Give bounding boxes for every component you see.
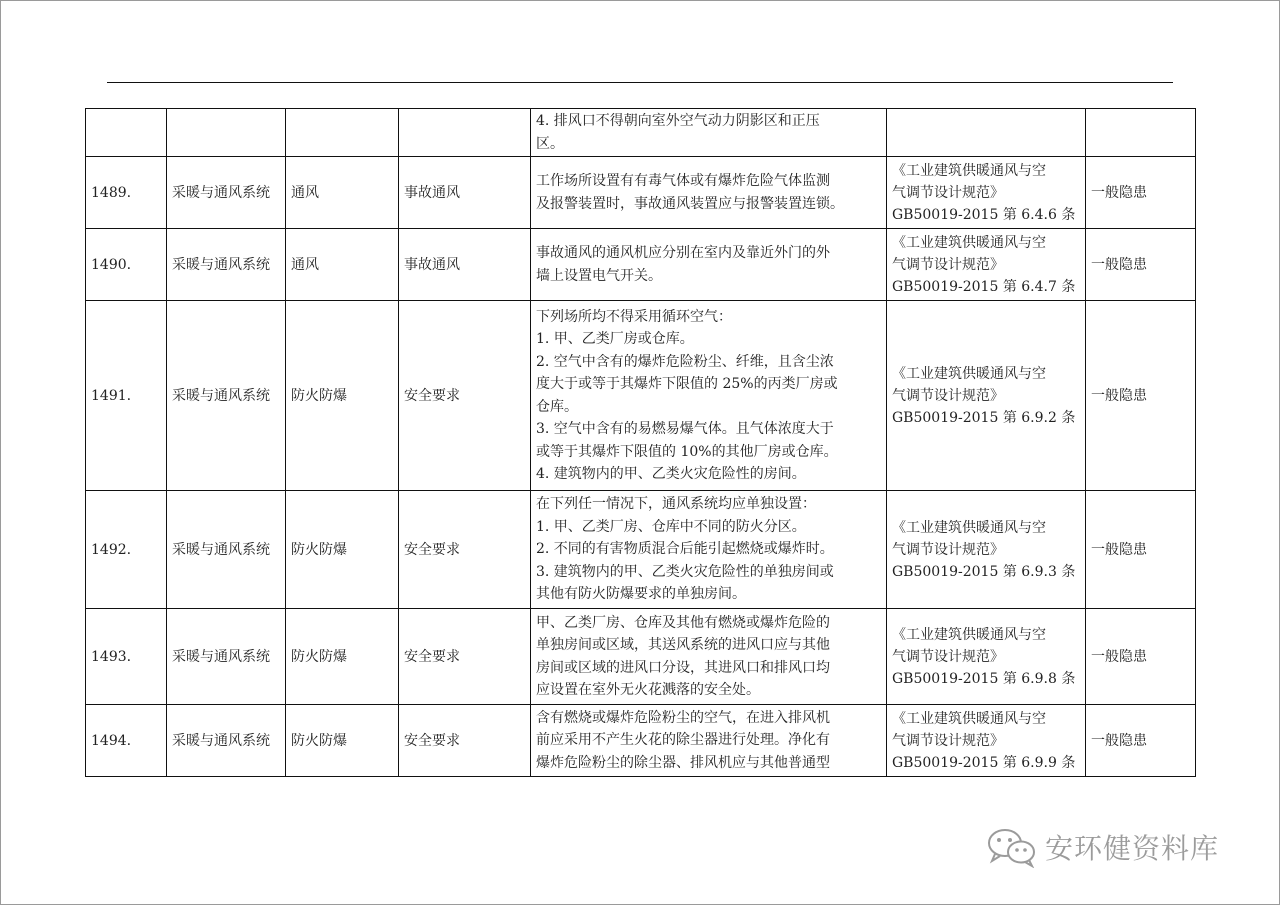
table-row [86,705,1196,777]
cell-level: 一般隐患 [1086,491,1196,609]
cell-item: 防火防爆 [286,301,399,491]
basis-line: 《工业建筑供暖通风与空 [892,365,1046,382]
table-body [86,109,1196,777]
cell-level: 一般隐患 [1086,301,1196,491]
requirement-line: 在下列任一情况下，通风系统均应单独设置： [536,496,816,513]
basis-line: GB50019-2015 第 6.9.9 条 [892,754,1076,771]
requirement-line: 1. 甲、乙类厂房或仓库。 [536,331,694,347]
requirement-line: 2. 空气中含有的爆炸危险粉尘、纤维，且含尘浓 [536,353,834,370]
cell-level: 一般隐患 [1086,705,1196,777]
cell-no: 1491. [86,301,167,491]
cell-requirement [531,109,887,157]
basis-line: GB50019-2015 第 6.4.7 条 [892,278,1076,295]
cell-category [167,109,286,157]
requirement-line: 前应采用不产生火花的除尘器进行处理。净化有 [536,732,830,749]
cell-basis [887,157,1086,229]
watermark [985,826,1219,868]
cell-item: 防火防爆 [286,609,399,705]
table-row [86,229,1196,301]
requirement-line: 1. 甲、乙类厂房、仓库中不同的防火分区。 [536,518,806,535]
requirement-line: 4. 排风口不得朝向室外空气动力阴影区和正压 [536,113,820,129]
cell-requirement [531,609,887,705]
requirement-line: 应设置在室外无火花溅落的安全处。 [536,682,760,698]
cell-subitem: 安全要求 [399,301,531,491]
table-row [86,157,1196,229]
cell-no: 1489. [86,157,167,229]
basis-line: 《工业建筑供暖通风与空 [892,626,1046,643]
cell-requirement [531,705,887,777]
basis-line: 《工业建筑供暖通风与空 [892,710,1046,727]
table-row [86,491,1196,609]
requirement-line: 区。 [536,135,564,152]
cell-no: 1493. [86,609,167,705]
requirement-line: 3. 空气中含有的易燃易爆气体。且气体浓度大于 [536,421,834,437]
header-rule [107,82,1173,83]
requirement-line: 仓库。 [536,398,578,415]
cell-category: 采暖与通风系统 [167,301,286,491]
cell-basis [887,301,1086,491]
basis-line: GB50019-2015 第 6.9.8 条 [892,670,1076,687]
basis-line: 气调节设计规范》 [892,184,1004,201]
cell-item: 通风 [286,229,399,301]
cell-subitem [399,109,531,157]
requirement-line: 其他有防火防爆要求的单独房间。 [536,586,746,603]
cell-basis [887,491,1086,609]
cell-level: 一般隐患 [1086,229,1196,301]
watermark-text: 安环健资料库 [1045,832,1220,865]
basis-line: 气调节设计规范》 [892,732,1004,749]
cell-requirement [531,301,887,491]
basis-line: GB50019-2015 第 6.4.6 条 [892,206,1076,223]
cell-subitem: 事故通风 [399,157,531,229]
basis-line: 气调节设计规范》 [892,256,1004,273]
requirement-line: 下列场所均不得采用循环空气： [536,308,732,325]
cell-category: 采暖与通风系统 [167,609,286,705]
cell-level: 一般隐患 [1086,157,1196,229]
wechat-icon [985,826,1039,868]
cell-subitem: 事故通风 [399,229,531,301]
cell-level [1086,109,1196,157]
requirement-line: 含有燃烧或爆炸危险粉尘的空气，在进入排风机 [536,709,830,726]
requirement-line: 事故通风的通风机应分别在室内及靠近外门的外 [536,245,830,261]
requirement-line: 爆炸危险粉尘的除尘器、排风机应与其他普通型 [536,754,830,771]
requirement-line: 2. 不同的有害物质混合后能引起燃烧或爆炸时。 [536,541,834,558]
cell-category: 采暖与通风系统 [167,491,286,609]
cell-item: 防火防爆 [286,491,399,609]
requirement-line: 度大于或等于其爆炸下限值的 25%的丙类厂房或 [536,376,838,392]
requirement-line: 甲、乙类厂房、仓库及其他有燃烧或爆炸危险的 [536,614,830,631]
cell-basis [887,229,1086,301]
cell-subitem: 安全要求 [399,705,531,777]
cell-level: 一般隐患 [1086,609,1196,705]
cell-basis [887,705,1086,777]
cell-category: 采暖与通风系统 [167,229,286,301]
basis-line: GB50019-2015 第 6.9.3 条 [892,563,1076,580]
cell-item: 通风 [286,157,399,229]
cell-no [86,109,167,157]
table-row [86,301,1196,491]
requirement-line: 或等于其爆炸下限值的 10%的其他厂房或仓库。 [536,443,838,460]
cell-item [286,109,399,157]
basis-line: GB50019-2015 第 6.9.2 条 [892,409,1076,426]
cell-no: 1490. [86,229,167,301]
requirement-line: 单独房间或区域，其送风系统的进风口应与其他 [536,637,830,653]
cell-requirement [531,491,887,609]
table-row [86,109,1196,157]
cell-no: 1492. [86,491,167,609]
cell-subitem: 安全要求 [399,491,531,609]
basis-line: 《工业建筑供暖通风与空 [892,234,1046,251]
basis-line: 《工业建筑供暖通风与空 [892,162,1046,179]
cell-category: 采暖与通风系统 [167,705,286,777]
cell-no: 1494. [86,705,167,777]
cell-item: 防火防爆 [286,705,399,777]
requirement-line: 工作场所设置有有毒气体或有爆炸危险气体监测 [536,173,830,189]
requirement-line: 墙上设置电气开关。 [536,267,662,284]
cell-category: 采暖与通风系统 [167,157,286,229]
cell-subitem: 安全要求 [399,609,531,705]
table-row [86,609,1196,705]
requirement-line: 3. 建筑物内的甲、乙类火灾危险性的单独房间或 [536,563,834,580]
cell-requirement [531,157,887,229]
cell-basis [887,609,1086,705]
basis-line: 《工业建筑供暖通风与空 [892,519,1046,536]
requirement-line: 4. 建筑物内的甲、乙类火灾危险性的房间。 [536,466,806,482]
requirement-line: 房间或区域的进风口分设，其进风口和排风口均 [536,659,830,676]
hazard-table [85,108,1196,777]
cell-requirement [531,229,887,301]
basis-line: 气调节设计规范》 [892,387,1004,404]
requirement-line: 及报警装置时，事故通风装置应与报警装置连锁。 [536,195,844,212]
cell-basis [887,109,1086,157]
basis-line: 气调节设计规范》 [892,648,1004,665]
basis-line: 气调节设计规范》 [892,541,1004,558]
